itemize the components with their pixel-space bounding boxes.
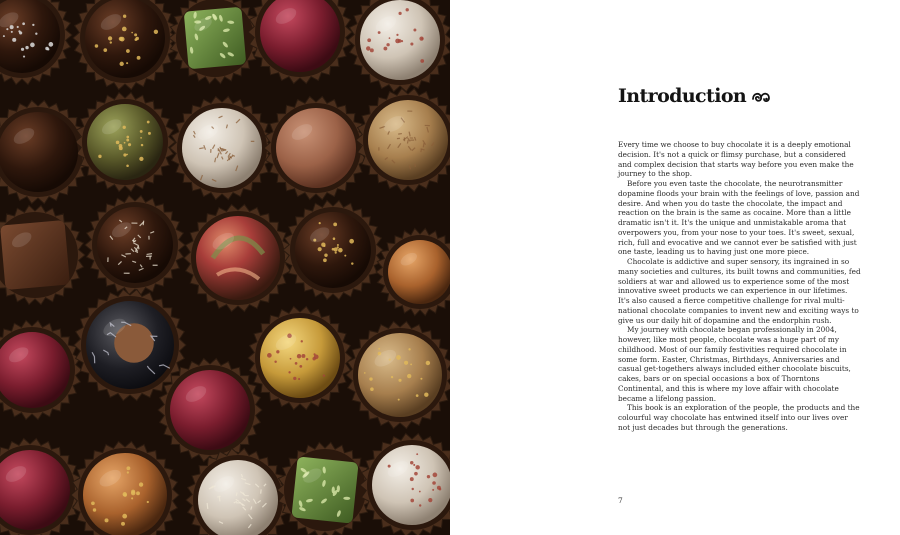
paragraph-5: This book is an exploration of the people, the products and the colourful way chocolate has entwined itself into our lives over not just decades but through the generations. — [618, 403, 860, 432]
chocolate-2 — [85, 0, 165, 78]
body-text — [618, 140, 861, 433]
chocolate-15 — [388, 240, 450, 304]
chocolate-8 — [182, 108, 262, 188]
paragraph-1: Every time we choose to buy chocolate it is a deeply emotional decision. It's not a quick or flimsy purchase, but a considered and complex decision that starts way before you even make the journey to the shop. — [618, 140, 854, 179]
chocolate-19 — [358, 333, 442, 417]
chocolate-7 — [87, 104, 163, 180]
paragraph-3: Chocolate is addictive and super sensory, its ingrained in so many societies and cultures, its built towns and communities, fed soldiers at war and allowed us to experience some of the most innovative sweet products we can experience in our lifetimes. It's also caused a fierce competitive challenge for rival multi-national chocolate companies to invent new and exciting ways to give us our daily hit of dopamine and the endorphin rush. — [618, 257, 861, 325]
chocolate-6 — [0, 112, 78, 192]
paragraph-2: Before you even taste the chocolate, the neurotransmitter dopamine floods your brain with the feelings of love, passion and desire. And when you do taste the chocolate, the impact and reaction on the brain is the same as cocaine. More than a little dramatic isn't it. It's the unique and unmistakable aroma that overpowers you, from your nose to your toes. It's sweet, sexual, rich, full and evocative and we cannot ever be satisfied with just one taste, leading us to having just one more piece. — [618, 179, 860, 257]
chocolate-12 — [97, 207, 173, 283]
heading-row — [618, 84, 771, 108]
page-number: 7 — [618, 496, 623, 505]
chocolate-24 — [291, 456, 358, 523]
flourish-icon — [751, 90, 771, 104]
chocolate-3 — [184, 7, 247, 70]
chocolate-11 — [0, 220, 70, 290]
chocolate-20 — [170, 370, 250, 450]
page-title: Introduction — [618, 85, 747, 107]
chocolate-5 — [360, 0, 440, 80]
chocolate-25 — [372, 445, 450, 525]
chocolate-18 — [260, 318, 340, 398]
text-page — [450, 0, 900, 535]
paragraph-4: My journey with chocolate began professionally in 2004, however, like most people, chocolate was a huge part of my childhood. Most of our family festivities required chocolate in some form. Easter, Christmas, Birthdays, Anniversaries and casual get-togethers always included either chocolate biscuits, cakes, bars or on special occasions a box of Thorntons Continental, and this is where my love affair with chocolate became a lifelong passion. — [618, 325, 851, 403]
chocolate-17 — [86, 301, 174, 389]
chocolate-9 — [276, 108, 356, 188]
chocolate-13 — [196, 216, 280, 300]
chocolate-22 — [83, 453, 167, 535]
chocolate-14 — [295, 212, 371, 288]
chocolate-10 — [368, 100, 448, 180]
